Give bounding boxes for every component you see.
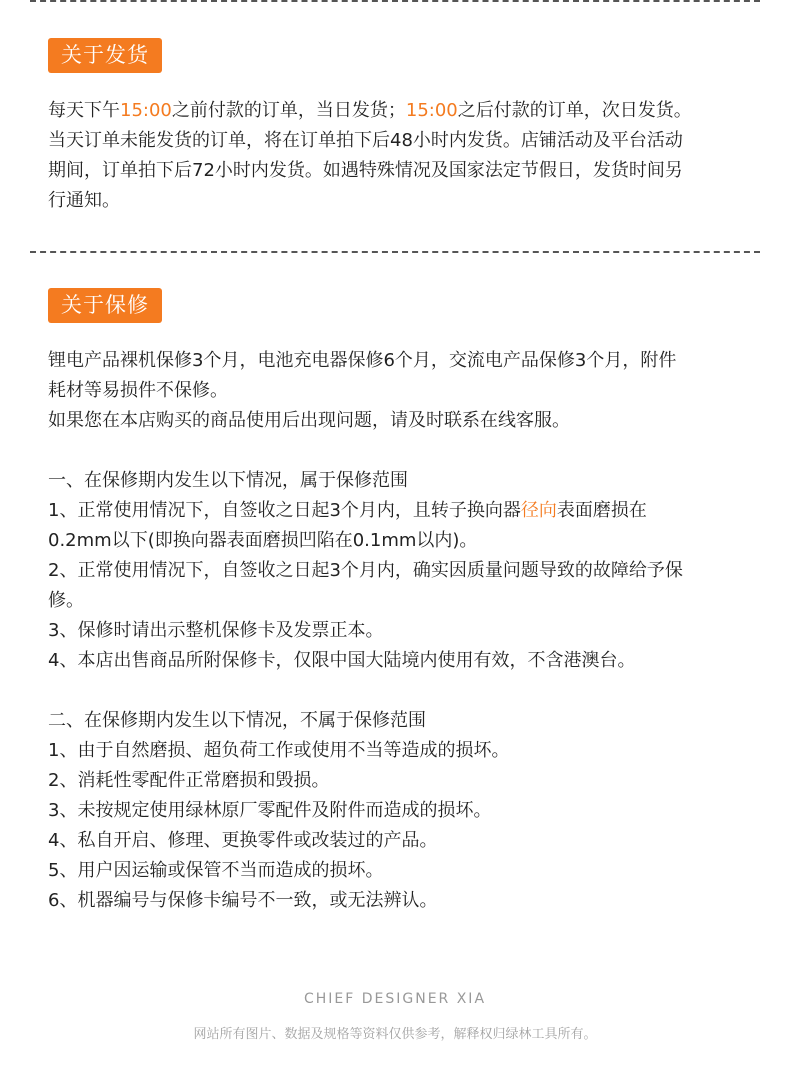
shipping-line-3: 期间，订单拍下后72小时内发货。如遇特殊情况及国家法定节假日，发货时间另	[48, 160, 683, 181]
shipping-paragraph	[48, 96, 760, 216]
covered-item-2: 2、正常使用情况下，自签收之日起3个月内，确实因质量问题导致的故障给予保	[48, 560, 683, 581]
shipping-line-4: 行通知。	[48, 190, 120, 211]
covered-item-4: 4、本店出售商品所附保修卡，仅限中国大陆境内使用有效，不含港澳台。	[48, 650, 636, 671]
cutoff-time: 15:00	[405, 100, 458, 121]
spacer	[48, 436, 760, 466]
warranty-paragraph	[48, 346, 760, 916]
covered-item-1-cont: 0.2mm以下(即换向器表面磨损凹陷在0.1mm以内)。	[48, 530, 478, 551]
covered-item-3: 3、保修时请出示整机保修卡及发票正本。	[48, 620, 384, 641]
covered-item-2-cont: 修。	[48, 590, 84, 611]
warranty-intro-2: 耗材等易损件不保修。	[48, 380, 228, 401]
shipping-line-1: 每天下午15:00之前付款的订单，当日发货；15:00之后付款的订单，次日发货。	[48, 100, 692, 121]
not-covered-item: 3、未按规定使用绿林原厂零配件及附件而造成的损坏。	[48, 800, 492, 821]
section-dashed-divider	[30, 251, 760, 253]
not-covered-heading: 二、在保修期内发生以下情况，不属于保修范围	[48, 710, 426, 731]
copyright-disclaimer: 网站所有图片、数据及规格等资料仅供参考，解释权归绿林工具所有。	[193, 1027, 597, 1042]
not-covered-item: 6、机器编号与保修卡编号不一致，或无法辨认。	[48, 890, 438, 911]
designer-credit: CHIEF DESIGNER XIA	[303, 991, 487, 1007]
warranty-section-tag: 关于保修	[48, 288, 162, 323]
not-covered-item: 5、用户因运输或保管不当而造成的损坏。	[48, 860, 384, 881]
spacer	[48, 676, 760, 706]
not-covered-item: 4、私自开启、修理、更换零件或改装过的产品。	[48, 830, 438, 851]
not-covered-item: 1、由于自然磨损、超负荷工作或使用不当等造成的损坏。	[48, 740, 510, 761]
cutoff-time: 15:00	[120, 100, 172, 121]
covered-item-1: 1、正常使用情况下，自签收之日起3个月内，且转子换向器径向表面磨损在	[48, 500, 647, 521]
covered-heading: 一、在保修期内发生以下情况，属于保修范围	[48, 470, 408, 491]
warranty-intro-3: 如果您在本店购买的商品使用后出现问题，请及时联系在线客服。	[48, 410, 570, 431]
highlight-text: 径向	[520, 500, 557, 521]
top-dashed-divider	[30, 0, 760, 2]
shipping-line-2: 当天订单未能发货的订单，将在订单拍下后48小时内发货。店铺活动及平台活动	[48, 130, 683, 151]
not-covered-item: 2、消耗性零配件正常磨损和毁损。	[48, 770, 330, 791]
warranty-intro-1: 锂电产品裸机保修3个月，电池充电器保修6个月，交流电产品保修3个月，附件	[48, 350, 677, 371]
shipping-section-tag: 关于发货	[48, 38, 162, 73]
